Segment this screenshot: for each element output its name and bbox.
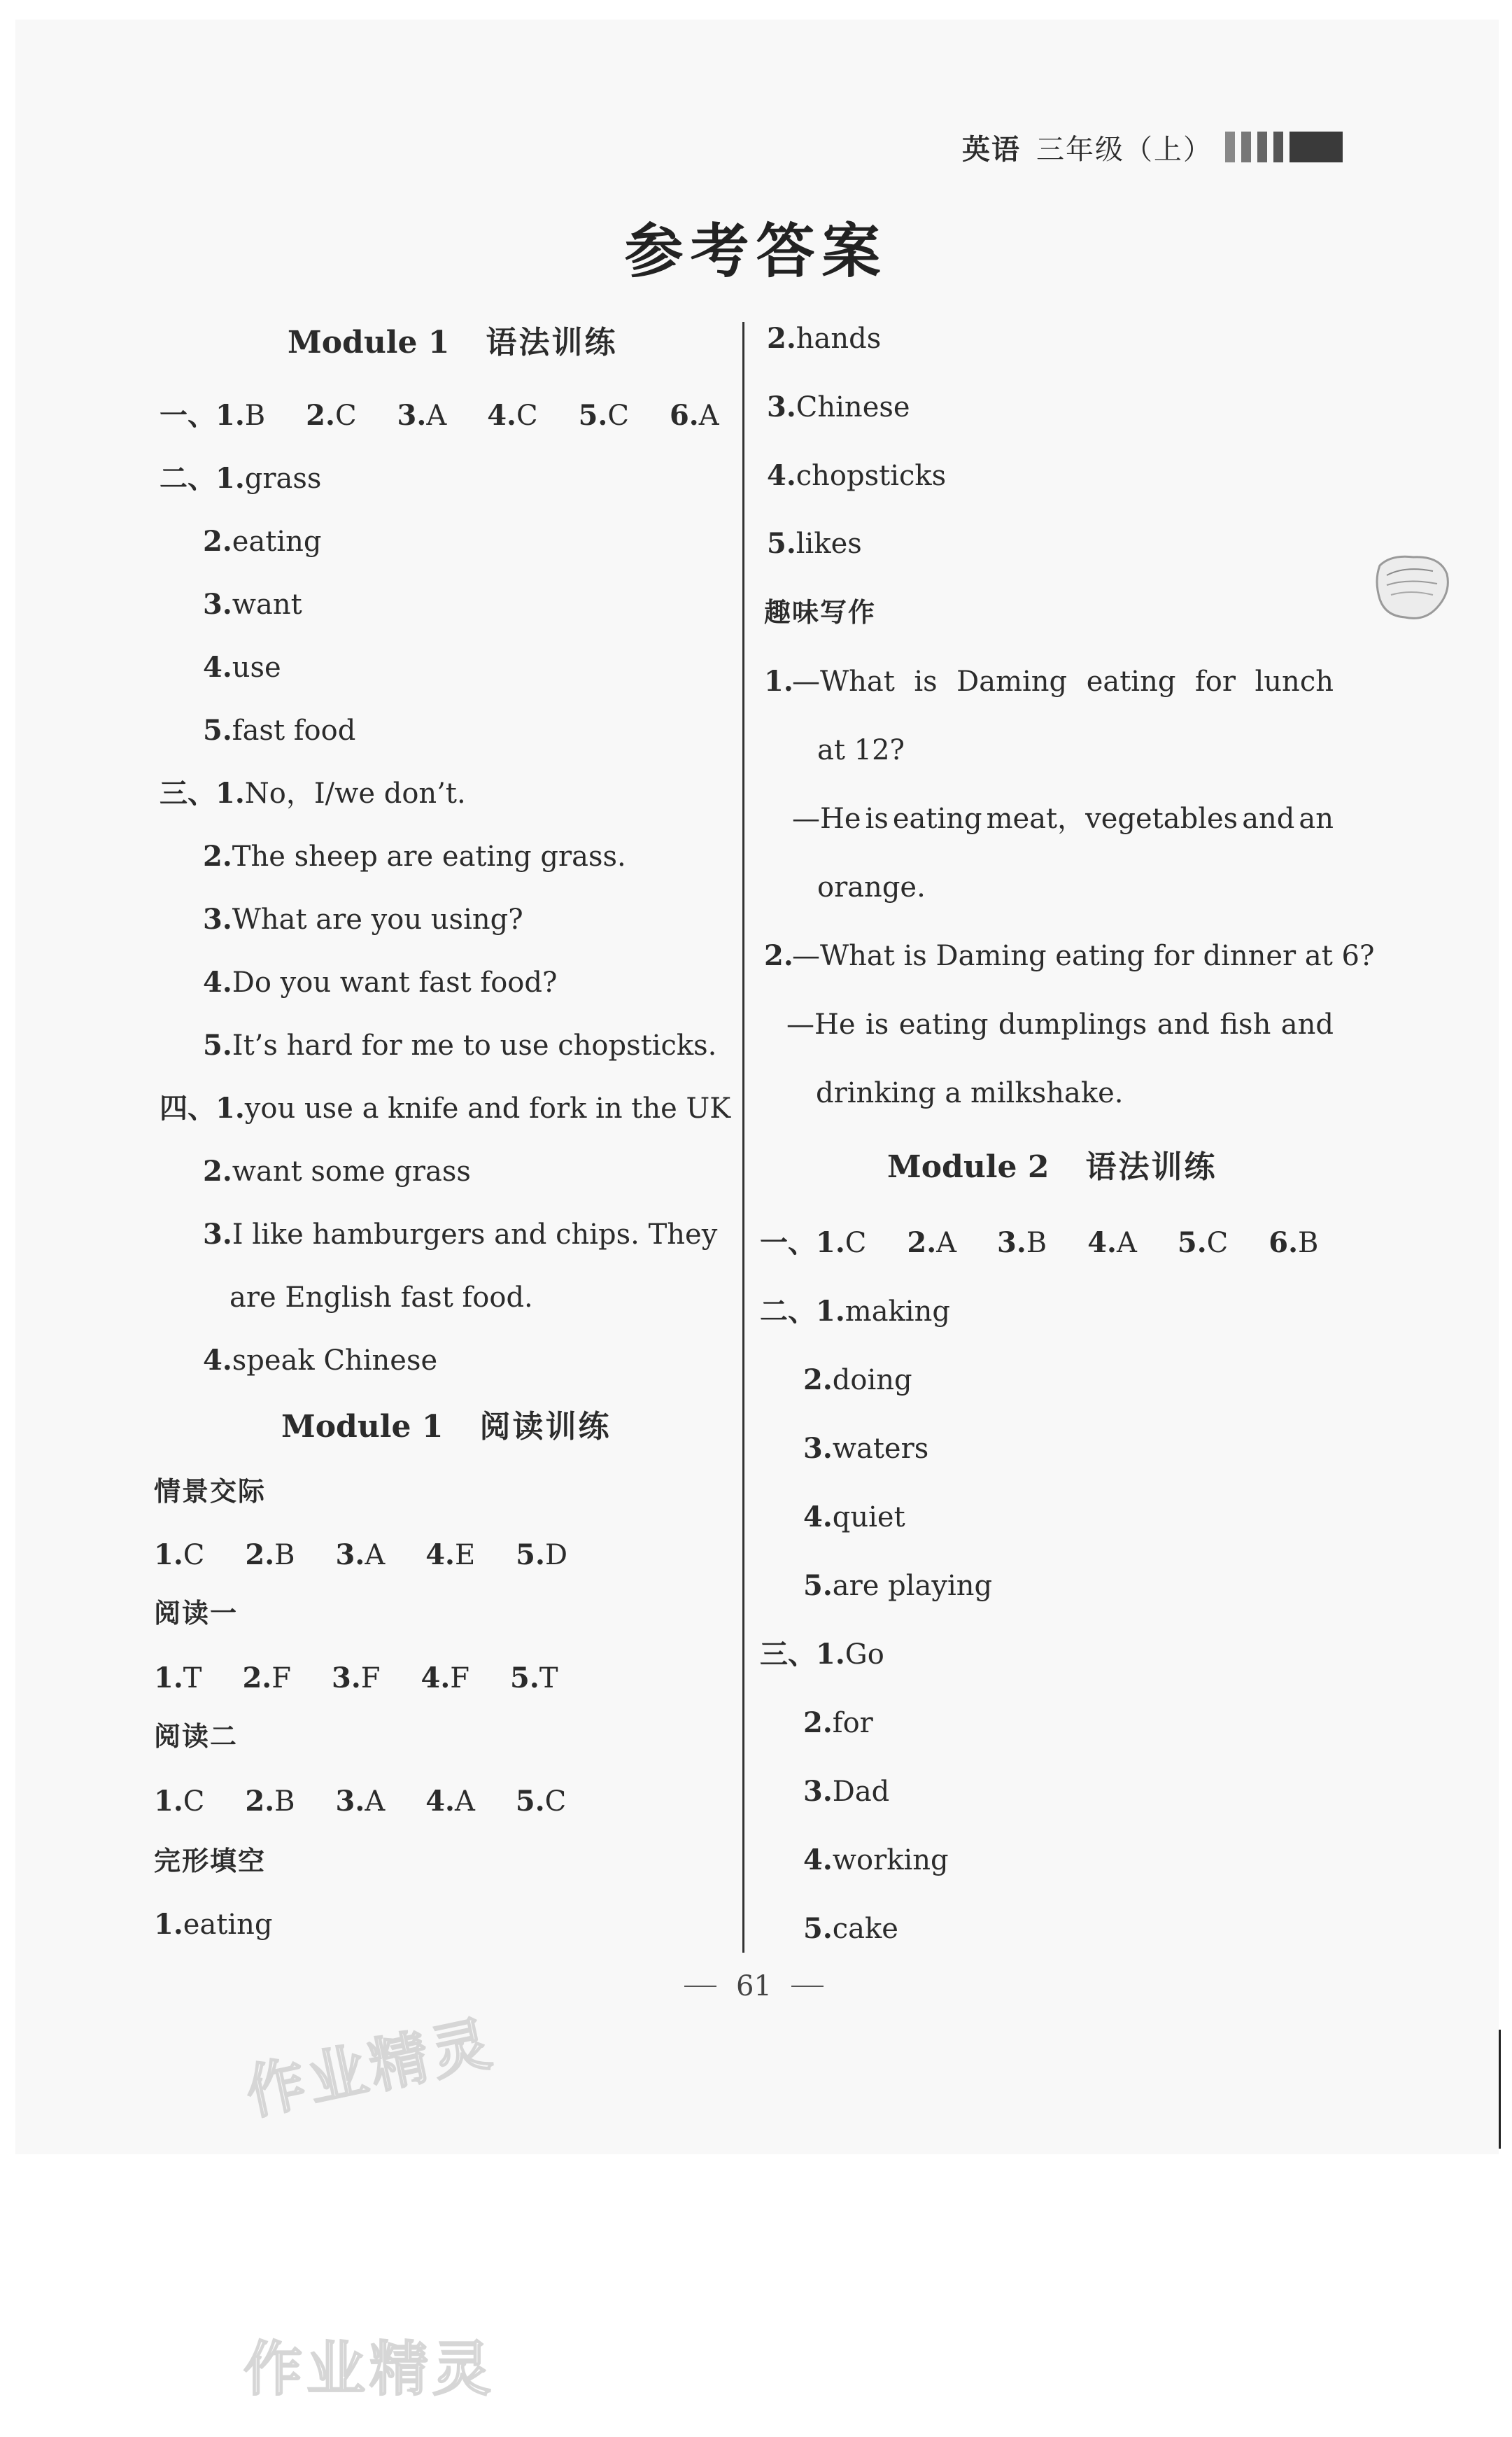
yuedu2-answers: 1.C 2.B 3.A 4.A 5.C	[154, 1785, 567, 1818]
watermark-logo-1: 作业精灵	[240, 2008, 501, 2128]
writing-q1-line1: —What is Daming eating for lunch	[792, 666, 1334, 698]
writing-q2-line2: —He is eating dumplings and fish and	[786, 1009, 1334, 1041]
right-section3-item2: 2.for	[803, 1706, 873, 1739]
subhead-yuedu2: 阅读二	[154, 1721, 239, 1752]
left-section2-item1: 二、1.grass	[160, 462, 322, 495]
page-title: 参考答案	[624, 216, 888, 286]
subhead-wanxing: 完形填空	[154, 1846, 267, 1876]
watermark-logo-2: 作业精灵	[243, 2335, 496, 2403]
writing-q1-line3: —He is eating meat，vegetables and an	[792, 803, 1334, 835]
right-section2-item2: 2.doing	[803, 1363, 912, 1396]
right-section3-item1: 三、1.Go	[760, 1638, 884, 1671]
left-section3-item5: 5.It’s hard for me to use chopsticks.	[203, 1029, 717, 1062]
subhead-writing: 趣味写作	[764, 597, 877, 628]
right-wanxing-item3: 3.Chinese	[767, 391, 910, 423]
qingjing-answers: 1.C 2.B 3.A 4.E 5.D	[154, 1538, 568, 1571]
right-section2-item4: 4.quiet	[803, 1501, 905, 1533]
right-section3-item5: 5.cake	[803, 1912, 898, 1945]
right-section2-item5: 5.are playing	[803, 1569, 993, 1602]
module1-reading-heading: Module 1 阅读训练	[281, 1409, 612, 1445]
writing-q2-line1: —What is Daming eating for dinner at 6?	[792, 940, 1375, 972]
page-number: 61	[665, 1970, 843, 2002]
left-section4-item4: 4.speak Chinese	[203, 1344, 438, 1377]
header-decorative-bars	[1225, 130, 1343, 164]
wanxing-item1: 1.eating	[154, 1908, 273, 1941]
left-section3-item2: 2.The sheep are eating grass.	[203, 840, 626, 873]
left-section2-item3: 3.want	[203, 588, 302, 621]
left-section1-answers: 一、1.B 2.C 3.A 4.C 5.C 6.A	[160, 399, 719, 432]
header-subject: 英语	[962, 133, 1021, 166]
left-section3-item1: 三、1.No，I/we don’t.	[160, 777, 466, 810]
subhead-yuedu1: 阅读一	[154, 1598, 239, 1629]
left-section4-item3-cont: are English fast food.	[229, 1281, 533, 1314]
writing-q1-line4: orange.	[817, 871, 926, 904]
right-section3-item4: 4.working	[803, 1843, 949, 1876]
writing-q2-number: 2.	[764, 939, 793, 972]
right-section1-answers: 一、1.C 2.A 3.B 4.A 5.C 6.B	[760, 1226, 1319, 1259]
header-grade: 三年级（上）	[1036, 133, 1213, 166]
page-background	[15, 20, 1499, 2154]
module2-grammar-heading: Module 2 语法训练	[887, 1149, 1217, 1185]
scan-edge-line	[1499, 2030, 1501, 2149]
right-section2-item1: 二、1.making	[760, 1295, 950, 1328]
yuedu1-answers: 1.T 2.F 3.F 4.F 5.T	[154, 1662, 558, 1694]
left-section2-item5: 5.fast food	[203, 714, 356, 747]
right-section2-item3: 3.waters	[803, 1432, 929, 1465]
page-bottom-margin	[0, 2156, 1512, 2437]
left-section3-item3: 3.What are you using?	[203, 903, 523, 936]
stamp-icon	[1370, 550, 1454, 627]
module1-grammar-heading: Module 1 语法训练	[288, 325, 618, 360]
left-section3-item4: 4.Do you want fast food?	[203, 966, 558, 999]
right-wanxing-item4: 4.chopsticks	[767, 459, 947, 492]
right-wanxing-item2: 2.hands	[767, 322, 882, 355]
left-section4-item2: 2.want some grass	[203, 1155, 471, 1188]
page-header	[962, 125, 1343, 169]
right-section3-item3: 3.Dad	[803, 1775, 890, 1808]
subhead-qingjing: 情景交际	[154, 1476, 267, 1507]
right-wanxing-item5: 5.likes	[767, 527, 862, 560]
left-section2-item4: 4.use	[203, 651, 281, 684]
left-section4-item1: 四、1.you use a knife and fork in the UK	[160, 1092, 731, 1125]
left-section4-item3: 3.I like hamburgers and chips. They	[203, 1218, 718, 1251]
writing-q1-number: 1.	[764, 665, 793, 698]
column-divider	[742, 322, 744, 1953]
writing-q2-line3: drinking a milkshake.	[816, 1077, 1124, 1109]
writing-q1-line2: at 12?	[817, 734, 905, 766]
left-section2-item2: 2.eating	[203, 525, 322, 558]
